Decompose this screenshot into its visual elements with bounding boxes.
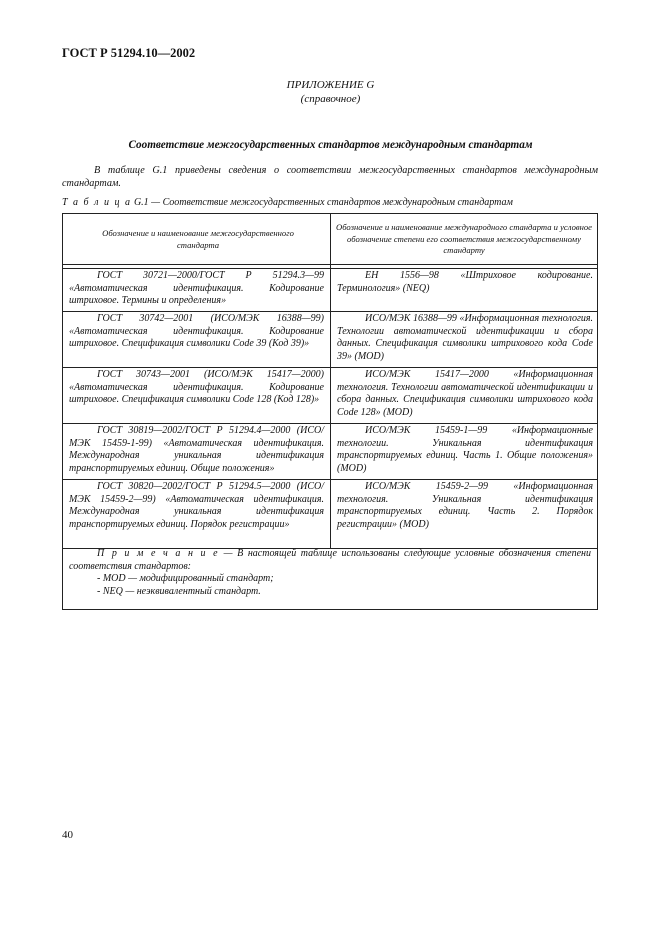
- row-divider: [63, 479, 597, 480]
- header-divider-double: [63, 268, 597, 269]
- header-divider: [63, 264, 597, 265]
- table-row-left: ГОСТ 30742—2001 (ИСО/МЭК 16388—99) «Автоматическая идентификация. Кодирование штриховое. Спецификация символики Code 39 (Код 39)»: [69, 313, 324, 350]
- note-item-mod: - MOD — модифицированный стандарт;: [97, 573, 274, 585]
- table-caption-text: G.1 — Соответствие межгосударственных стандартов международным стандартам: [131, 197, 513, 208]
- header-cell-interstate: Обозначение и наименование межгосударственного стандарта: [102, 228, 294, 250]
- table-note: [69, 548, 591, 598]
- section-title: Соответствие межгосударственных стандартов международным стандартам: [128, 139, 533, 151]
- intro-paragraph: В таблице G.1 приведены сведения о соответствии межгосударственных стандартов международным стандартам.: [62, 165, 598, 189]
- table-row-left: ГОСТ 30721—2000/ГОСТ Р 51294.3—99 «Автоматическая идентификация. Кодирование штриховое. Термины и определения»: [69, 270, 324, 307]
- note-label: П р и м е ч а н и е: [97, 548, 220, 559]
- table-caption-prefix: Т а б л и ц а: [62, 197, 132, 208]
- page-number: 40: [62, 829, 73, 841]
- table-caption: [62, 197, 513, 208]
- table-row-right: ИСО/МЭК 15417—2000 «Информационная технология. Технологии автоматической идентификации и сбора данных. Спецификация символики штрихового кода Code 128» (MOD): [337, 369, 593, 418]
- document-code: ГОСТ Р 51294.10—2002: [62, 46, 196, 60]
- header-cell-international: Обозначение и наименование международного стандарта и условное обозначение степени его соответствия межгосударственному стандарту: [336, 222, 592, 255]
- table-row-right: ЕН 1556—98 «Штриховое кодирование. Терминология» (NEQ): [337, 270, 593, 294]
- table-row-right: ИСО/МЭК 15459-1—99 «Информационные технологии. Уникальная идентификация транспортируемых единиц. Часть 1. Общие положения» (MOD): [337, 425, 593, 474]
- table-row-left: ГОСТ 30743—2001 (ИСО/МЭК 15417—2000) «Автоматическая идентификация. Кодирование штриховое. Спецификация символики Code 128 (Код 128)»: [69, 369, 324, 406]
- standards-table: [62, 213, 598, 610]
- appendix-heading: [0, 78, 661, 106]
- appendix-subtitle: (справочное): [300, 93, 361, 105]
- table-row-right: ИСО/МЭК 15459-2—99 «Информационная технология. Уникальная идентификация транспортируемых единиц. Часть 2. Порядок регистрации» (MOD): [337, 481, 593, 530]
- note-text: — В настоящей таблице использованы следующие условные обозначения степени соответствия стандартов:: [69, 548, 591, 572]
- row-divider: [63, 311, 597, 312]
- table-row-left: ГОСТ 30819—2002/ГОСТ Р 51294.4—2000 (ИСО/МЭК 15459-1-99) «Автоматическая идентификация. Международная уникальная идентификация транспортируемых единиц. Общие положения»: [69, 425, 324, 474]
- table-row-right: ИСО/МЭК 16388—99 «Информационная технология. Технологии автоматической идентификации и сбора данных. Спецификация символики штрихового кода Code 39» (MOD): [337, 313, 593, 362]
- row-divider: [63, 367, 597, 368]
- row-divider: [63, 423, 597, 424]
- appendix-title: ПРИЛОЖЕНИЕ G: [286, 79, 375, 91]
- note-item-neq: - NEQ — неэквивалентный стандарт.: [97, 585, 261, 597]
- table-row-left: ГОСТ 30820—2002/ГОСТ Р 51294.5—2000 (ИСО/МЭК 15459-2—99) «Автоматическая идентификация. Международная уникальная идентификация транспортируемых единиц. Порядок регистрации»: [69, 481, 324, 530]
